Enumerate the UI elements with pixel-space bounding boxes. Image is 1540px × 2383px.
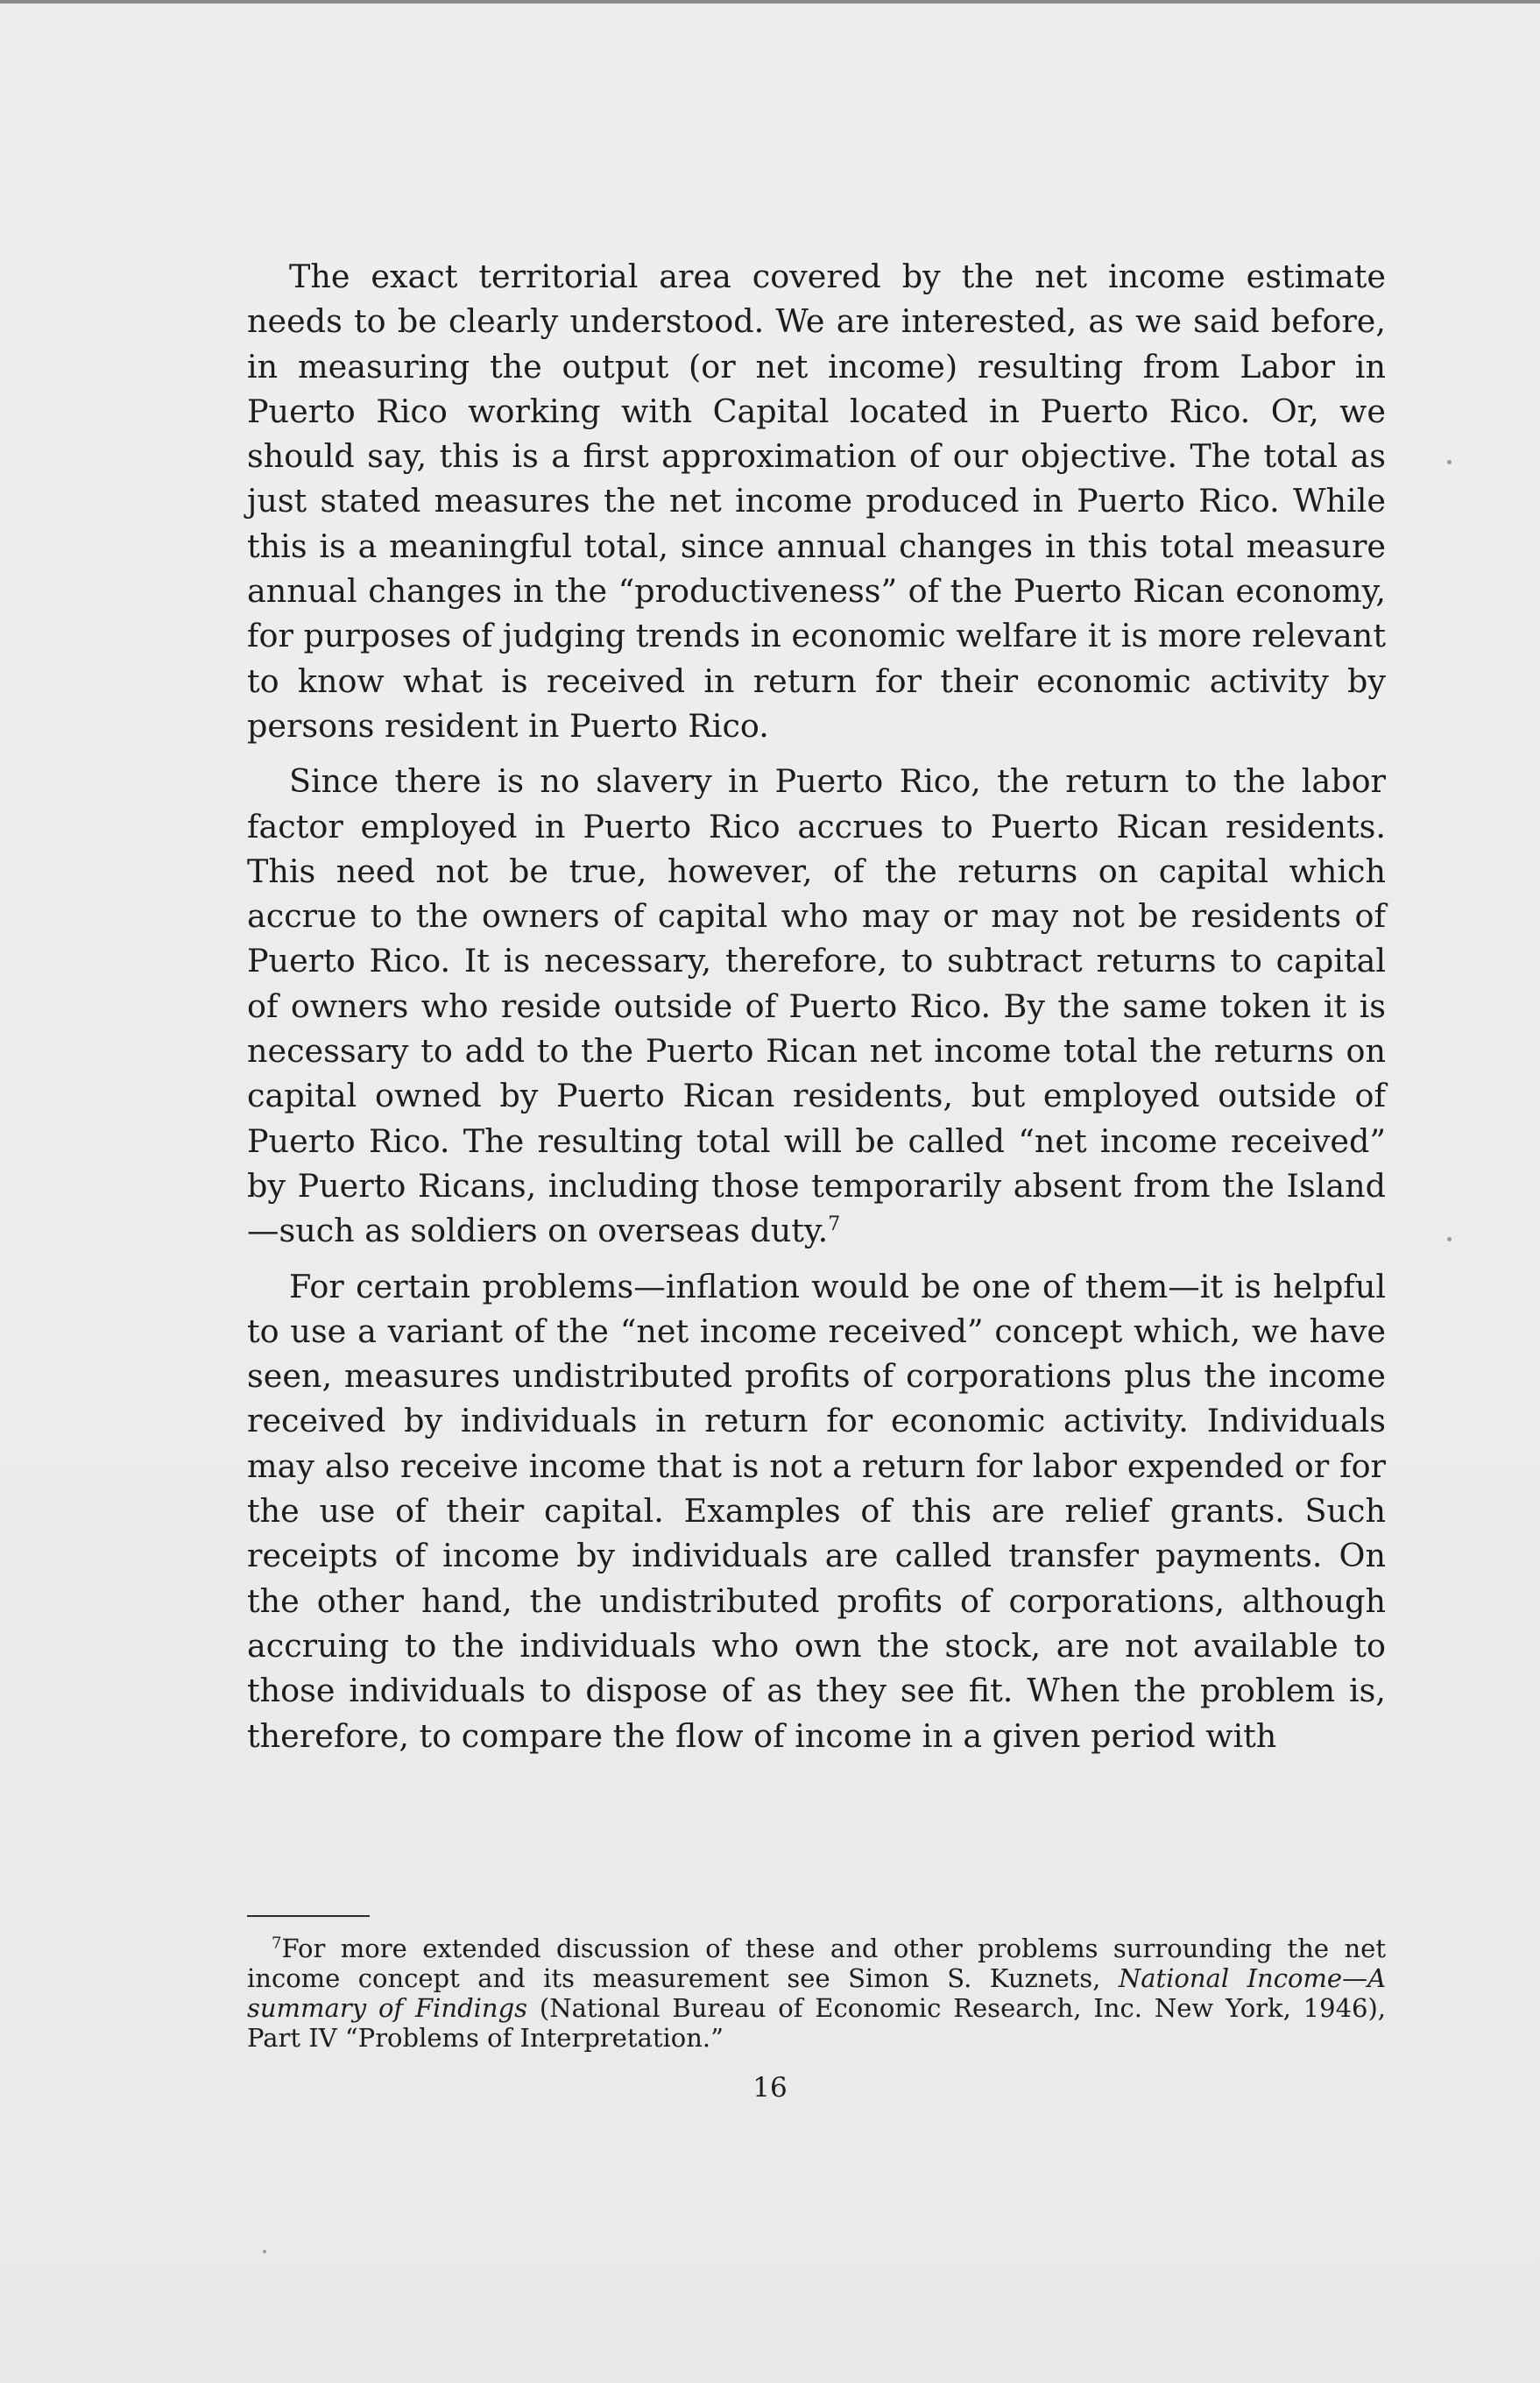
footnote-text-before: For more extended discussion of these and other problems surrounding the net income concept and its measurement see Simon S. Kuznets, bbox=[247, 1934, 1386, 1993]
footnote-reference: 7 bbox=[828, 1213, 841, 1236]
footnote-book-title: National Income—A summary of Findings bbox=[247, 1963, 1387, 2023]
footnote-marker: 7 bbox=[272, 1934, 282, 1953]
paper-speck bbox=[1447, 1237, 1452, 1241]
paragraph-3: For certain problems—inflation would be one of them—it is helpful to use a variant of the “net income received” concept which, we have seen, measures undistributed profits of corporations plus the income received by individuals in return for economic activity. Individuals may also receive income that is not a return for labor expended or for the use of their capital. Examples of this are relief grants. Such receipts of income by individuals are called transfer payments. On the other hand, the undistributed profits of corporations, although accruing to the individuals who own the stock, are not available to those individuals to dispose of as they see fit. When the problem is, therefore, to compare the flow of income in a given period with bbox=[247, 1267, 1386, 1755]
paragraph-2 bbox=[247, 759, 1386, 1253]
footnote-divider bbox=[247, 1915, 370, 1917]
page-number: 16 bbox=[752, 2072, 788, 2104]
body-text bbox=[247, 254, 1386, 1769]
footnote bbox=[247, 1934, 1386, 2053]
paragraph-2-text: Since there is no slavery in Puerto Rico, the return to the labor factor employed in Puerto Rico accrues to Puerto Rican residents. This need not be true, however, of the returns on capital which accrue to the owners of capital who may or may not be residents of Puerto Rico. It is necessary, therefore, to subtract returns to capital of owners who reside outside of Puerto Rico. By the same token it is necessary to add to the Puerto Rican net income total the returns on capital owned by Puerto Rican residents, but employed outside of Puerto Rico. The resulting total will be called “net income received” by Puerto Ricans, including those temporarily absent from the Island—such as soldiers on overseas duty. bbox=[247, 762, 1386, 1250]
paper-speck bbox=[263, 2250, 266, 2253]
paper-speck bbox=[1447, 460, 1452, 464]
page-top-edge bbox=[0, 0, 1540, 4]
footnote-text-after: (National Bureau of Economic Research, Inc. New York, 1946), Part IV “Problems of Interpretation.” bbox=[247, 1993, 1387, 2053]
paragraph-1: The exact territorial area covered by the net income estimate needs to be clearly understood. We are interested, as we said before, in measuring the output (or net income) resulting from Labor in Puerto Rico working with Capital located in Puerto Rico. Or, we should say, this is a first approximation of our objective. The total as just stated measures the net income produced in Puerto Rico. While this is a meaningful total, since annual changes in this total measure annual changes in the “productiveness” of the Puerto Rican economy, for purposes of judging trends in economic welfare it is more relevant to know what is received in return for their economic activity by persons resident in Puerto Rico. bbox=[247, 258, 1386, 745]
